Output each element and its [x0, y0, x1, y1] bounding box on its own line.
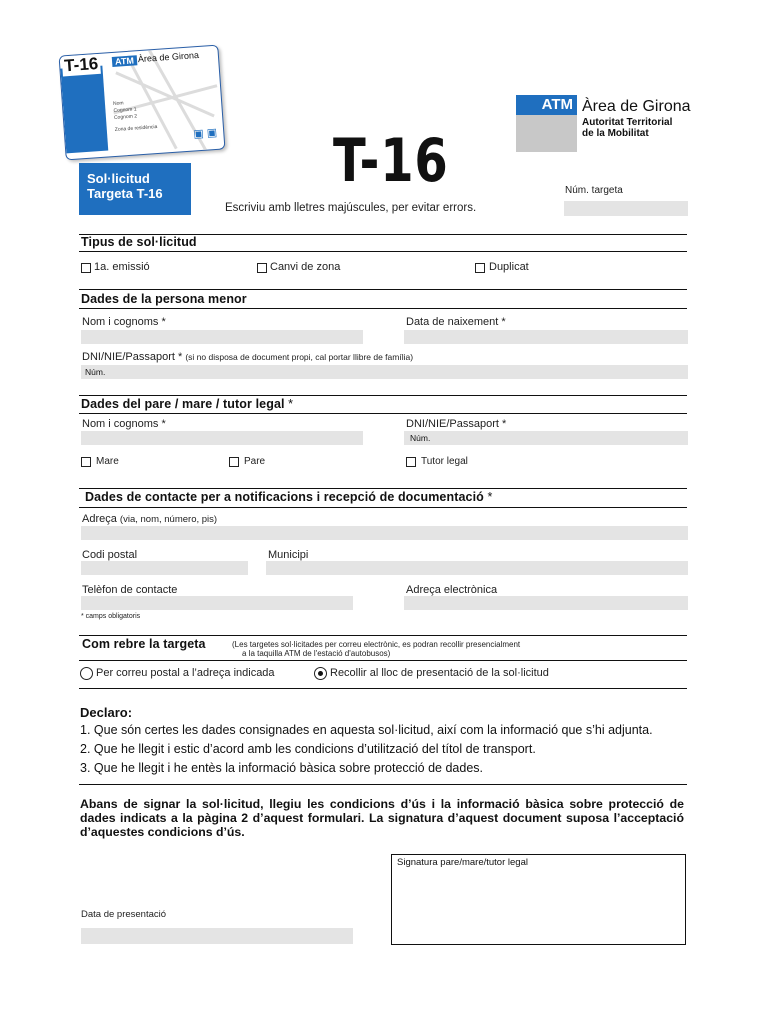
signature-label: Signatura pare/mare/tutor legal — [397, 857, 528, 868]
label-email: Adreça electrònica — [406, 584, 498, 596]
required-star: * — [487, 490, 493, 504]
field-adreca[interactable] — [81, 526, 688, 540]
bus-icon: ▣ ▣ — [192, 126, 218, 141]
label-menor-nom: Nom i cognoms * — [82, 316, 166, 328]
card-illustration — [59, 45, 226, 161]
declaro-item: 2. Que he llegit i estic d’acord amb les condicions d’utilització del títol de transport. — [80, 742, 536, 756]
field-pare-dni[interactable] — [404, 431, 688, 445]
atm-logo-mark: ATM — [516, 95, 577, 115]
field-municipi[interactable] — [266, 561, 688, 575]
option-tutor-legal: Tutor legal — [421, 456, 468, 467]
checkbox-mare[interactable] — [81, 457, 91, 467]
num-targeta-field[interactable] — [564, 201, 688, 216]
option-correu-postal: Per correu postal a l’adreça indicada — [96, 667, 275, 679]
field-pare-nom[interactable] — [81, 431, 363, 445]
divider — [79, 507, 687, 508]
declaro-item: 3. Que he llegit i he entès la informació bàsica sobre protecció de dades. — [80, 761, 484, 775]
label-data-presentacio: Data de presentació — [81, 909, 167, 920]
option-primera-emissio: 1a. emissió — [94, 261, 150, 273]
option-duplicat: Duplicat — [489, 261, 529, 273]
divider — [79, 251, 687, 252]
label-menor-dni — [82, 351, 413, 363]
page-title: T-16 — [333, 126, 449, 196]
atm-logo-area: Àrea de Girona — [582, 98, 691, 115]
section-title-menor: Dades de la persona menor — [81, 292, 247, 306]
label-menor-dni-note: (si no disposa de document propi, cal portar llibre de família) — [185, 352, 414, 362]
card-area: Àrea de Girona — [137, 49, 200, 65]
card-title: T-16 — [62, 54, 101, 77]
field-codi-postal[interactable] — [81, 561, 248, 575]
checkbox-primera-emissio[interactable] — [81, 263, 91, 273]
divider — [79, 688, 687, 689]
option-pare: Pare — [244, 456, 266, 467]
option-canvi-zona: Canvi de zona — [270, 261, 341, 273]
divider — [79, 635, 687, 636]
instruction-text: Escriviu amb lletres majúscules, per evitar errors. — [225, 202, 477, 214]
signature-box[interactable] — [391, 854, 686, 945]
label-municipi: Municipi — [268, 549, 309, 561]
divider — [79, 395, 687, 396]
checkbox-canvi-zona[interactable] — [257, 263, 267, 273]
rebre-note-line1: (Les targetes sol·licitades per correu electrònic, es podran recollir presencialment — [232, 640, 521, 649]
label-pare-dni: DNI/NIE/Passaport * — [406, 418, 507, 430]
card-name-line: Nom — [112, 100, 124, 108]
checkbox-pare[interactable] — [229, 457, 239, 467]
abans-signar-text: Abans de signar la sol·licitud, llegiu les condicions d’ús i la informació bàsica sobre protecció de dades indicats a la pàgina 2 d’aquest formulari. La signatura d’aquest document suposa l’acceptació d’aquestes condicions d’ús. — [80, 797, 684, 839]
atm-logo-line2: de la Mobilitat — [582, 128, 649, 139]
label-pare-num: Núm. — [410, 433, 431, 443]
field-email[interactable] — [404, 596, 688, 610]
option-recollir-lloc: Recollir al lloc de presentació de la sol·licitud — [330, 667, 549, 679]
radio-correu-postal[interactable] — [80, 667, 93, 680]
card-atm: ATM — [112, 55, 137, 67]
section-title-tipus: Tipus de sol·licitud — [81, 235, 197, 249]
form-title-line1: Sol·licitud — [87, 171, 150, 186]
divider — [79, 289, 687, 290]
label-codi-postal: Codi postal — [82, 549, 138, 561]
field-menor-data[interactable] — [404, 330, 688, 344]
checkbox-duplicat[interactable] — [475, 263, 485, 273]
divider — [79, 308, 687, 309]
section-title-rebre: Com rebre la targeta — [82, 637, 206, 651]
declaro-item: 1. Que són certes les dades consignades en aquesta sol·licitud, així com la informació que s’hi adjunta. — [80, 723, 653, 737]
checkbox-tutor-legal[interactable] — [406, 457, 416, 467]
required-fields-note: * camps obligatoris — [81, 613, 141, 620]
label-menor-data: Data de naixement * — [406, 316, 506, 328]
declaro-title: Declaro: — [80, 705, 133, 720]
label-pare-nom: Nom i cognoms * — [82, 418, 166, 430]
label-adreca-note: (via, nom, número, pis) — [119, 514, 218, 525]
form-title-line2: Targeta T-16 — [87, 186, 163, 201]
field-menor-nom[interactable] — [81, 330, 363, 344]
field-telefon[interactable] — [81, 596, 353, 610]
section-title-pare — [81, 397, 293, 411]
card-name-line: Cognom 2 — [113, 113, 138, 121]
required-star: * — [288, 397, 294, 411]
atm-logo-line1: Autoritat Territorial — [582, 117, 673, 128]
field-data-presentacio[interactable] — [81, 928, 353, 944]
atm-logo — [516, 95, 691, 153]
section-title-contacte-text: Dades de contacte per a notificacions i recepció de documentació — [85, 490, 484, 504]
label-telefon: Telèfon de contacte — [82, 584, 178, 596]
rebre-note-line2: a la taquilla ATM de l'estació d'autobusos) — [242, 649, 391, 658]
field-menor-dni[interactable] — [81, 365, 688, 379]
form-title-box — [79, 163, 191, 215]
label-adreca — [82, 513, 217, 525]
divider — [79, 413, 687, 414]
radio-recollir-lloc[interactable] — [314, 667, 327, 680]
section-title-contacte — [85, 490, 492, 504]
option-mare: Mare — [96, 456, 119, 467]
divider — [79, 488, 687, 489]
label-menor-num: Núm. — [85, 367, 106, 377]
divider — [79, 784, 687, 785]
card-name-line: Cognom 1 — [113, 106, 137, 114]
section-title-pare-text: Dades del pare / mare / tutor legal — [81, 397, 285, 411]
card-zone: Zona de residència — [114, 124, 158, 133]
divider — [79, 660, 687, 661]
label-menor-dni-text: DNI/NIE/Passaport * — [82, 351, 183, 363]
label-adreca-text: Adreça — [82, 513, 117, 525]
num-targeta-label: Núm. targeta — [565, 185, 623, 196]
